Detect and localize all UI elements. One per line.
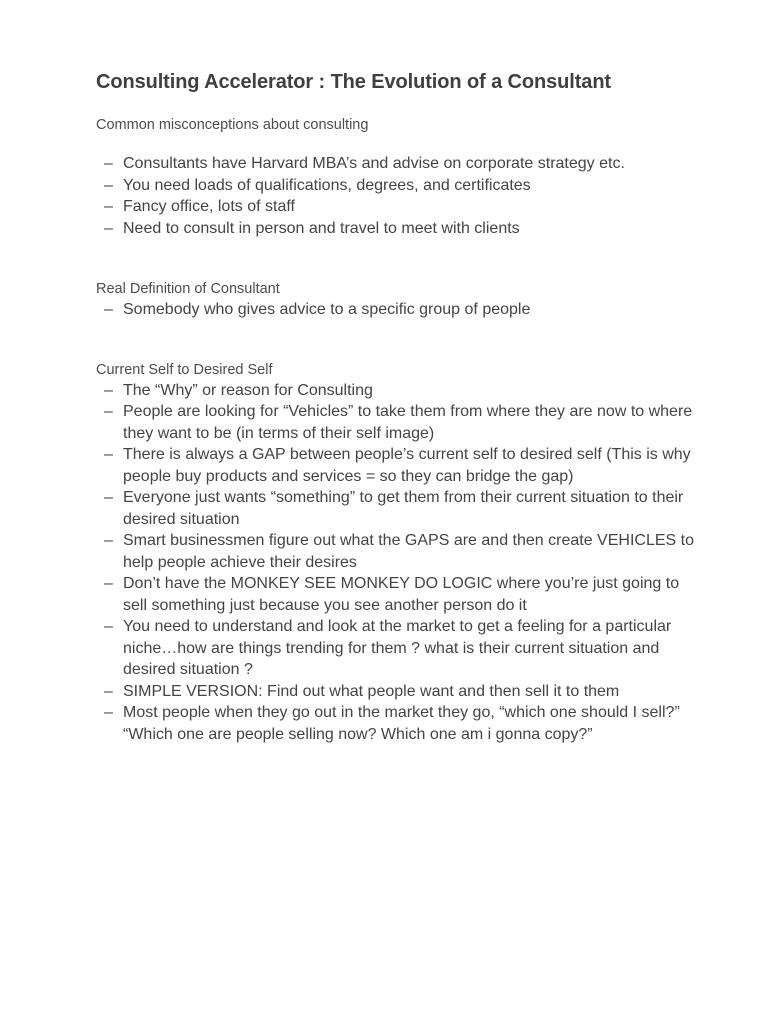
- section-heading-current-to-desired: Current Self to Desired Self: [96, 361, 273, 378]
- document-title: Consulting Accelerator : The Evolution of a Consultant: [96, 71, 611, 93]
- list-item-text: Consultants have Harvard MBA’s and advise on corporate strategy etc.: [123, 155, 625, 172]
- list-item: [96, 616, 696, 681]
- list-item: [96, 681, 696, 703]
- dash-bullet: –: [104, 219, 113, 237]
- list-item-text: Somebody who gives advice to a specific group of people: [123, 301, 531, 318]
- list-item: [96, 401, 696, 444]
- list-item: [96, 530, 696, 573]
- list-item: [96, 444, 696, 487]
- dash-bullet: –: [104, 575, 113, 592]
- dash-bullet: –: [104, 682, 113, 700]
- list-item-text: SIMPLE VERSION: Find out what people want and then sell it to them: [123, 682, 620, 700]
- dash-bullet: –: [104, 381, 113, 399]
- section-heading-misconceptions: Common misconceptions about consulting: [96, 117, 369, 133]
- dash-bullet: –: [104, 618, 113, 635]
- dash-bullet: –: [104, 176, 113, 194]
- section-heading-definition: Real Definition of Consultant: [96, 281, 280, 297]
- list-item: [96, 487, 696, 530]
- dash-bullet: –: [104, 532, 113, 549]
- list-item-text: Fancy office, lots of staff: [123, 198, 295, 215]
- list-item: [96, 196, 696, 218]
- list-item-text: You need loads of qualifications, degrees, and certificates: [123, 176, 531, 194]
- list-item-text: Smart businessmen figure out what the GAPS are and then create VEHICLES to help people achieve their desires: [123, 532, 694, 571]
- list-item-text: People are looking for “Vehicles” to take them from where they are now to where they want to be (in terms of their self image): [123, 403, 693, 442]
- list-item: [96, 380, 696, 402]
- definition-list: [96, 299, 696, 321]
- document-page: [96, 68, 696, 745]
- dash-bullet: –: [104, 403, 113, 420]
- list-item: [96, 299, 696, 321]
- dash-bullet: –: [104, 198, 113, 215]
- dash-bullet: –: [104, 704, 113, 721]
- list-item: [96, 175, 696, 197]
- current-to-desired-list: [96, 380, 696, 746]
- list-item: [96, 573, 696, 616]
- list-item: [96, 153, 696, 175]
- list-item-text: Need to consult in person and travel to meet with clients: [123, 219, 520, 237]
- misconceptions-list: [96, 153, 696, 239]
- dash-bullet: –: [104, 446, 113, 463]
- dash-bullet: –: [104, 301, 113, 318]
- dash-bullet: –: [104, 155, 113, 172]
- dash-bullet: –: [104, 489, 113, 506]
- list-item-text: There is always a GAP between people’s current self to desired self (This is why people buy products and services = so they can bridge the gap): [123, 446, 691, 485]
- list-item: [96, 218, 696, 240]
- list-item-text: Most people when they go out in the market they go, “which one should I sell?” “Which one are people selling now? Which one am i gonna copy?”: [123, 704, 680, 743]
- list-item-text: The “Why” or reason for Consulting: [123, 381, 373, 399]
- list-item-text: You need to understand and look at the market to get a feeling for a particular niche…how are things trending for them ? what is their current situation and desired situation ?: [123, 618, 672, 678]
- list-item-text: Everyone just wants “something” to get them from their current situation to their desired situation: [123, 489, 684, 528]
- list-item-text: Don’t have the MONKEY SEE MONKEY DO LOGIC where you’re just going to sell something just because you see another person do it: [123, 575, 680, 614]
- list-item: [96, 702, 696, 745]
